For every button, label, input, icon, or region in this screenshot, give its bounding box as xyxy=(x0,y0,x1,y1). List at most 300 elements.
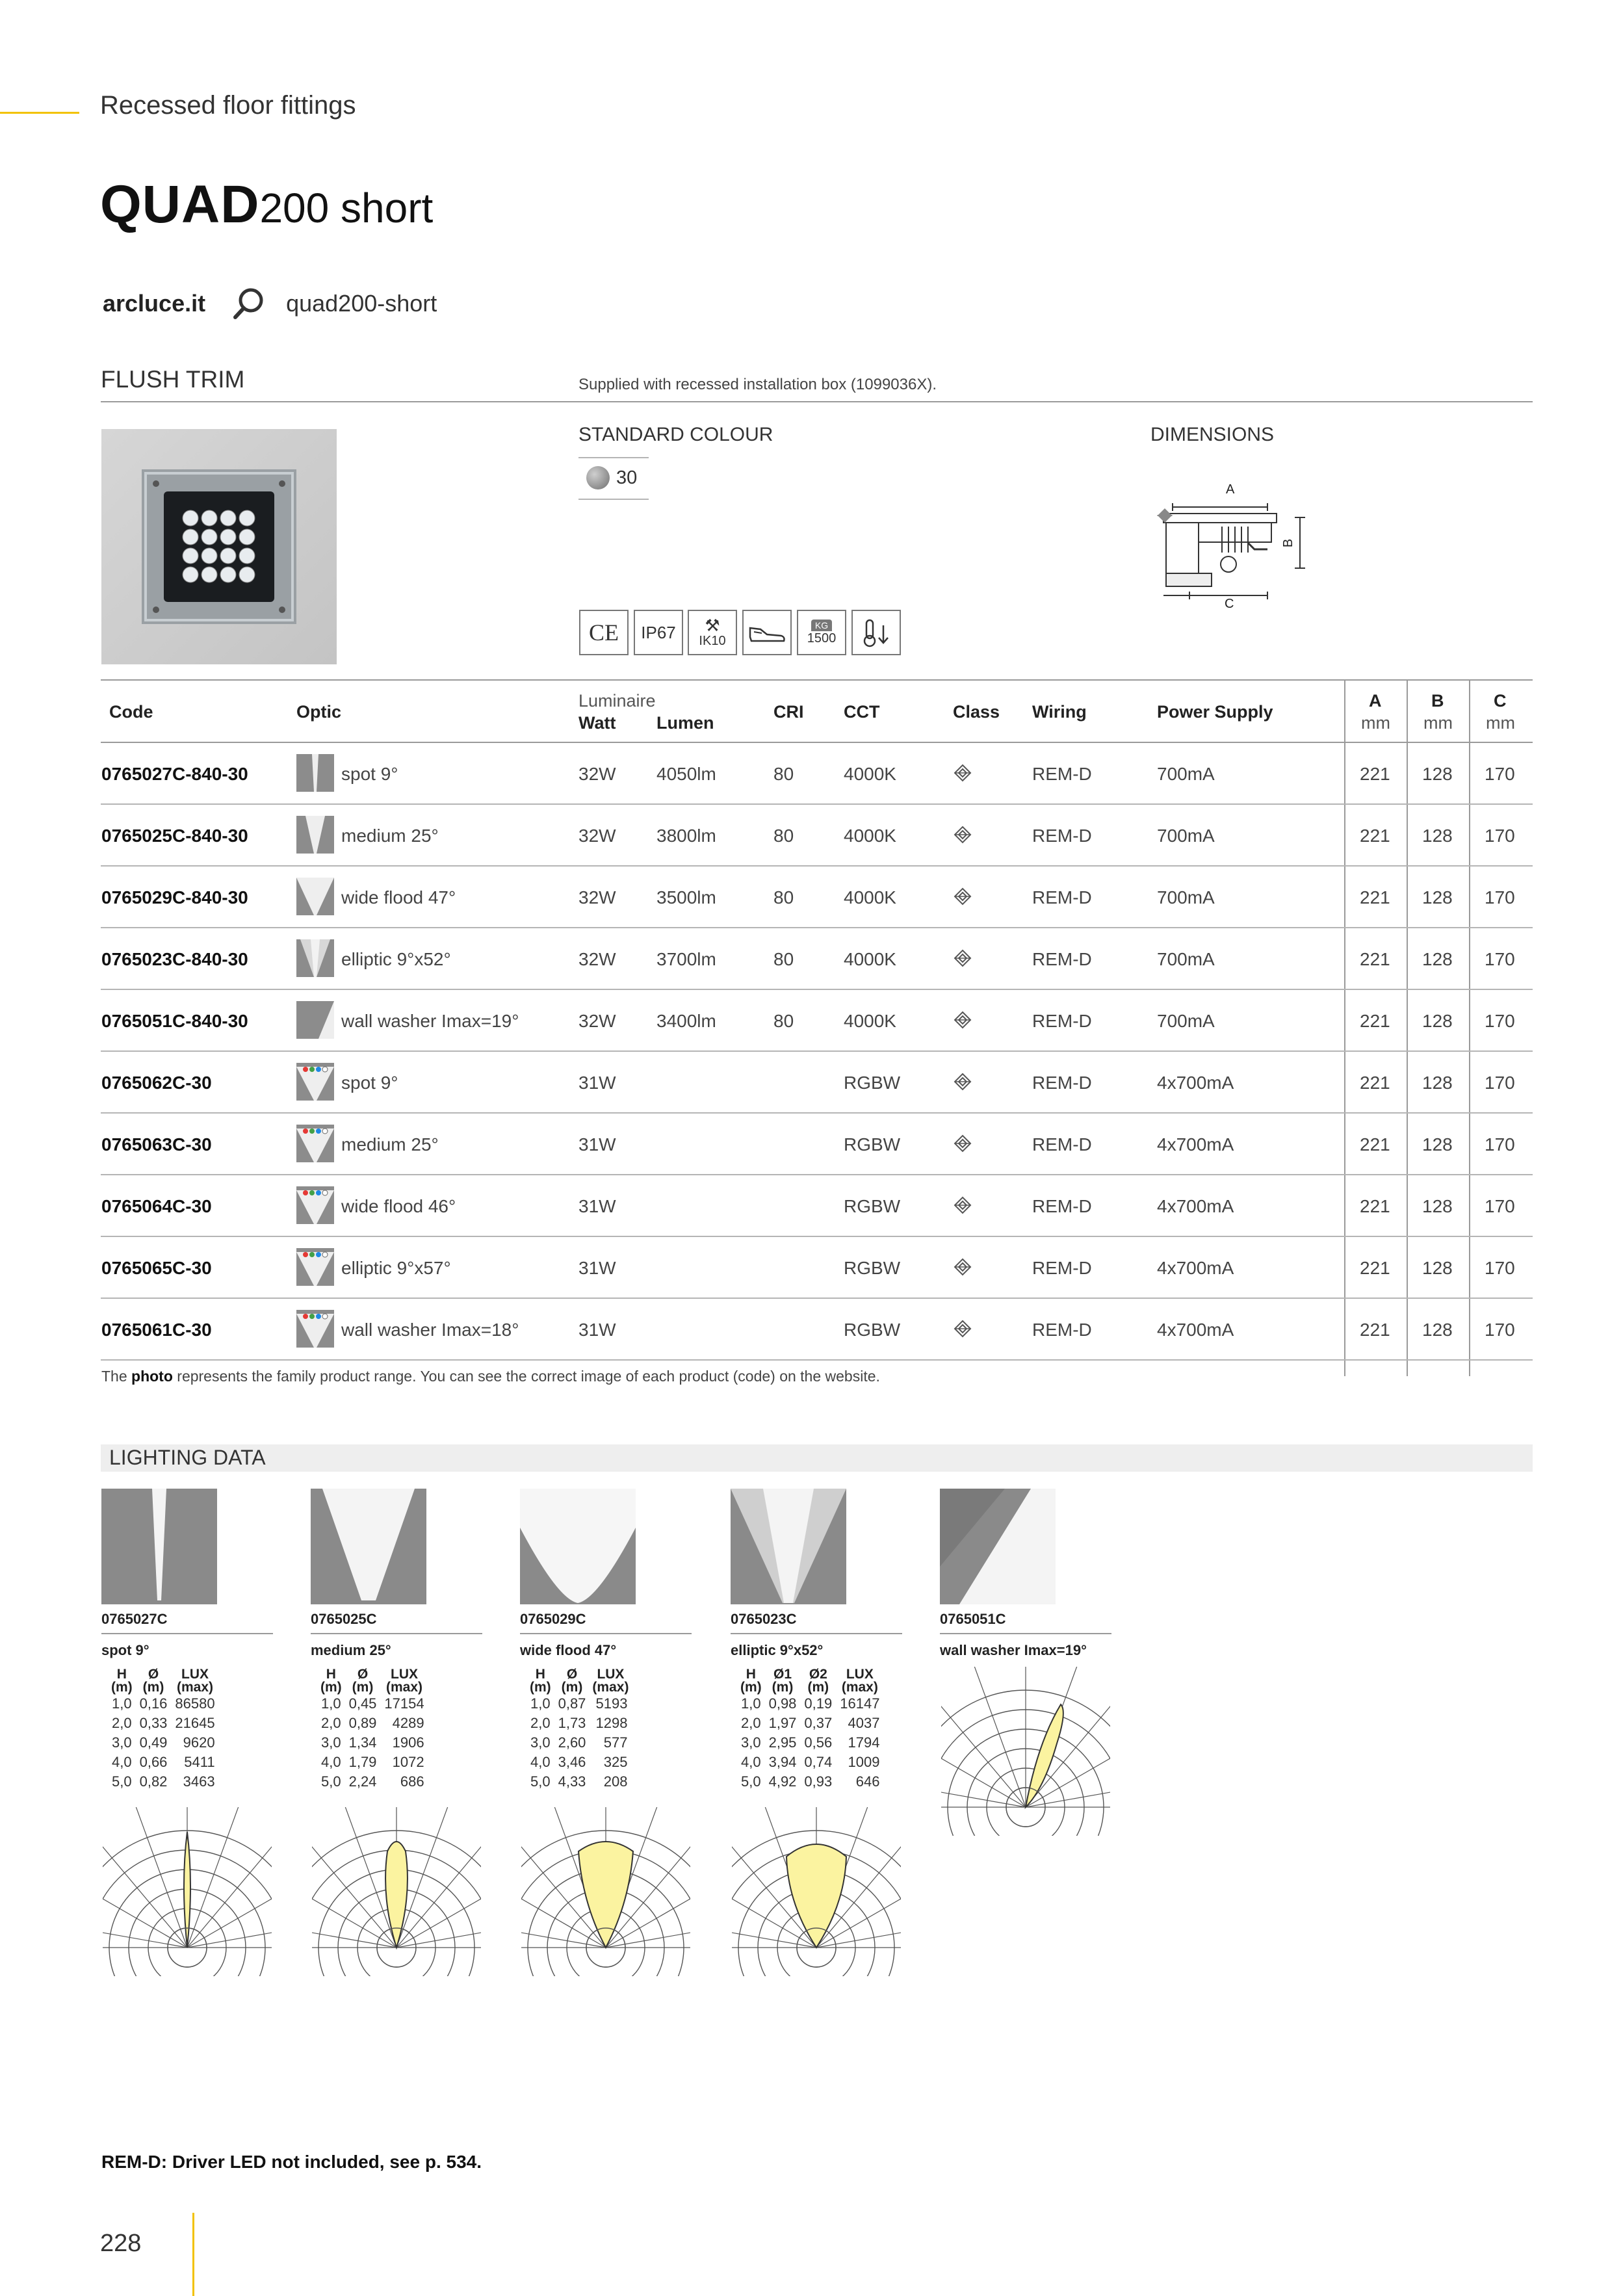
hammer-icon: ⚒ xyxy=(705,615,720,635)
th-a: A xyxy=(1369,691,1382,711)
optic-icon xyxy=(296,816,344,854)
th-c-unit: mm xyxy=(1486,713,1515,733)
lighting-row xyxy=(108,1772,219,1792)
lighting-col-header xyxy=(765,1668,801,1694)
header-line: H xyxy=(746,1667,756,1682)
beam-image xyxy=(101,1489,217,1604)
header-line: Ø2 xyxy=(809,1667,827,1682)
class-icon xyxy=(954,1073,972,1094)
code-cell: 0765027C-840-30 xyxy=(101,764,248,784)
code-cell: 0765023C-840-30 xyxy=(101,949,248,969)
header-unit: (m) xyxy=(772,1680,794,1695)
wiring-cell: REM-D xyxy=(1032,1134,1092,1155)
lighting-cell: 5,0 xyxy=(112,1773,132,1790)
b-cell: 128 xyxy=(1422,1011,1453,1031)
th-class: Class xyxy=(953,702,1000,722)
wiring-cell: REM-D xyxy=(1032,1258,1092,1278)
wiring-cell: REM-D xyxy=(1032,764,1092,784)
power-supply-cell: 700mA xyxy=(1157,764,1215,784)
lighting-cell: 0,45 xyxy=(348,1695,377,1712)
power-supply-cell: 4x700mA xyxy=(1157,1134,1234,1155)
lighting-cell: 21645 xyxy=(175,1715,215,1731)
class-icon xyxy=(954,764,972,785)
lighting-heading: LIGHTING DATA xyxy=(109,1446,266,1469)
a-cell: 221 xyxy=(1360,1011,1390,1031)
site-link[interactable]: arcluce.it xyxy=(103,290,206,317)
lighting-col-header xyxy=(554,1668,590,1694)
lighting-row xyxy=(108,1694,219,1714)
b-cell: 128 xyxy=(1422,826,1453,846)
a-cell: 221 xyxy=(1360,1196,1390,1216)
c-cell: 170 xyxy=(1485,1258,1515,1278)
search-term: quad200-short xyxy=(286,290,437,317)
lighting-cell: 4,92 xyxy=(768,1773,797,1790)
th-optic: Optic xyxy=(296,702,342,722)
c-cell: 170 xyxy=(1485,826,1515,846)
lighting-cell: 4,0 xyxy=(741,1754,761,1770)
divider xyxy=(520,1633,692,1634)
optic-icon xyxy=(296,878,344,915)
table-row[interactable] xyxy=(101,805,1533,867)
lighting-cell: 686 xyxy=(400,1773,424,1790)
watt-cell: 32W xyxy=(578,887,616,907)
lighting-optic-name: spot 9° xyxy=(101,1642,149,1658)
ik-value: IK10 xyxy=(699,633,726,648)
colour-swatch[interactable] xyxy=(586,466,610,489)
code-cell: 0765064C-30 xyxy=(101,1196,212,1216)
b-cell: 128 xyxy=(1422,949,1453,969)
lighting-cell: 0,87 xyxy=(558,1695,586,1712)
lighting-cell: 0,74 xyxy=(804,1754,833,1770)
lighting-cell: 5411 xyxy=(184,1754,215,1770)
lighting-cell: 4,0 xyxy=(321,1754,341,1770)
lighting-cell: 3,0 xyxy=(321,1734,341,1751)
header-line: H xyxy=(535,1667,545,1682)
lighting-row xyxy=(317,1733,428,1753)
th-a-unit: mm xyxy=(1361,713,1390,733)
lighting-cell: 2,0 xyxy=(741,1715,761,1731)
lighting-row xyxy=(737,1772,883,1792)
header-unit: (max) xyxy=(841,1680,878,1695)
th-lumen: Lumen xyxy=(656,713,714,733)
code-cell: 0765063C-30 xyxy=(101,1134,212,1155)
footnote: REM-D: Driver LED not included, see p. 534. xyxy=(101,2152,482,2172)
code-cell: 0765062C-30 xyxy=(101,1073,212,1093)
lumen-cell: 4050lm xyxy=(656,764,716,784)
lighting-cell: 325 xyxy=(603,1754,628,1770)
lighting-row xyxy=(526,1694,631,1714)
lighting-row xyxy=(317,1753,428,1772)
title-bold: QUAD xyxy=(100,175,260,234)
cri-cell: 80 xyxy=(773,1011,794,1031)
lighting-optic-name: wide flood 47° xyxy=(520,1642,617,1658)
header-line: LUX xyxy=(391,1667,419,1682)
th-cri: CRI xyxy=(773,702,804,722)
lighting-cell: 3,46 xyxy=(558,1754,586,1770)
th-c: C xyxy=(1494,691,1507,711)
lighting-cell: 0,49 xyxy=(139,1734,168,1751)
lighting-row xyxy=(317,1694,428,1714)
class-icon xyxy=(954,887,972,909)
lighting-cell: 0,82 xyxy=(139,1773,168,1790)
c-cell: 170 xyxy=(1485,1320,1515,1340)
lighting-table xyxy=(737,1668,883,1792)
cri-cell: 80 xyxy=(773,949,794,969)
lighting-cell: 3,0 xyxy=(741,1734,761,1751)
lighting-cell: 1,0 xyxy=(112,1695,132,1712)
a-cell: 221 xyxy=(1360,1134,1390,1155)
power-supply-cell: 4x700mA xyxy=(1157,1258,1234,1278)
watt-cell: 32W xyxy=(578,949,616,969)
polar-diagram xyxy=(940,1665,1111,1837)
optic-icon xyxy=(296,1248,344,1286)
c-cell: 170 xyxy=(1485,949,1515,969)
lighting-cell: 208 xyxy=(603,1773,628,1790)
lighting-row xyxy=(526,1753,631,1772)
weight-icon: KG xyxy=(811,620,832,631)
lighting-cell: 2,24 xyxy=(348,1773,377,1790)
lighting-col-header xyxy=(136,1668,172,1694)
dimension-drawing xyxy=(1150,481,1319,624)
header-unit: (m) xyxy=(352,1680,374,1695)
table-row[interactable] xyxy=(101,1114,1533,1175)
lighting-cell: 1,34 xyxy=(348,1734,377,1751)
page-title xyxy=(100,174,433,235)
power-supply-cell: 700mA xyxy=(1157,949,1215,969)
watt-cell: 31W xyxy=(578,1134,616,1155)
lighting-cell: 5193 xyxy=(595,1695,628,1712)
beam-image xyxy=(731,1489,846,1604)
optic-icon xyxy=(296,1310,344,1348)
colour-code: 30 xyxy=(616,467,638,488)
header-unit: (m) xyxy=(561,1680,583,1695)
wiring-cell: REM-D xyxy=(1032,1320,1092,1340)
cri-cell: 80 xyxy=(773,826,794,846)
table-row[interactable] xyxy=(101,867,1533,928)
lighting-row xyxy=(737,1714,883,1733)
ip-rating: IP67 xyxy=(634,610,683,655)
th-cct: CCT xyxy=(844,702,880,722)
optic-icon xyxy=(296,754,344,792)
watt-cell: 31W xyxy=(578,1320,616,1340)
lighting-cell: 0,89 xyxy=(348,1715,377,1731)
wiring-cell: REM-D xyxy=(1032,1011,1092,1031)
table-row[interactable] xyxy=(101,1299,1533,1361)
footer-accent-line xyxy=(192,2213,194,2296)
code-cell: 0765025C-840-30 xyxy=(101,826,248,846)
dim-b-label: B xyxy=(1281,538,1296,548)
search-icon xyxy=(231,286,266,321)
cct-cell: 4000K xyxy=(844,949,896,969)
optic-icon xyxy=(296,1001,344,1039)
lighting-cell: 3,0 xyxy=(530,1734,551,1751)
lighting-code: 0765025C xyxy=(311,1611,377,1627)
code-cell: 0765051C-840-30 xyxy=(101,1011,248,1031)
header-unit: (m) xyxy=(740,1680,762,1695)
supplied-note: Supplied with recessed installation box (1099036X). xyxy=(578,376,937,393)
lighting-col-header xyxy=(526,1668,554,1694)
cri-cell: 80 xyxy=(773,764,794,784)
optic-label: spot 9° xyxy=(341,1073,398,1093)
cri-cell: 80 xyxy=(773,887,794,907)
power-supply-cell: 4x700mA xyxy=(1157,1196,1234,1216)
wiring-cell: REM-D xyxy=(1032,949,1092,969)
th-b: B xyxy=(1431,691,1444,711)
lighting-row xyxy=(526,1714,631,1733)
b-cell: 128 xyxy=(1422,1196,1453,1216)
wiring-cell: REM-D xyxy=(1032,826,1092,846)
cct-cell: RGBW xyxy=(844,1196,901,1216)
c-cell: 170 xyxy=(1485,887,1515,907)
header-unit: (m) xyxy=(142,1680,164,1695)
header-line: Ø1 xyxy=(773,1667,792,1682)
optic-label: wall washer Imax=19° xyxy=(341,1011,519,1031)
page-number: 228 xyxy=(100,2230,142,2257)
watt-cell: 31W xyxy=(578,1258,616,1278)
header-accent-line xyxy=(0,112,79,114)
divider xyxy=(578,457,649,458)
lighting-cell: 2,0 xyxy=(112,1715,132,1731)
header-line: LUX xyxy=(181,1667,209,1682)
cct-cell: RGBW xyxy=(844,1073,901,1093)
header-line: Ø xyxy=(148,1667,159,1682)
divider xyxy=(578,499,649,500)
b-cell: 128 xyxy=(1422,1258,1453,1278)
lighting-cell: 16147 xyxy=(840,1695,880,1712)
lighting-cell: 2,0 xyxy=(321,1715,341,1731)
c-cell: 170 xyxy=(1485,764,1515,784)
photo-note: The photo represents the family product range. You can see the correct image of each product (code) on the website. xyxy=(101,1368,880,1385)
lighting-row xyxy=(108,1714,219,1733)
beam-image xyxy=(311,1489,426,1604)
class-icon xyxy=(954,1134,972,1156)
lighting-cell: 1794 xyxy=(848,1734,880,1751)
lighting-cell: 1,79 xyxy=(348,1754,377,1770)
b-cell: 128 xyxy=(1422,887,1453,907)
lighting-code: 0765023C xyxy=(731,1611,797,1627)
optic-label: medium 25° xyxy=(341,1134,439,1155)
lighting-table xyxy=(108,1668,219,1792)
lighting-cell: 1,0 xyxy=(530,1695,551,1712)
polar-diagram xyxy=(731,1806,902,1977)
lighting-col-header xyxy=(800,1668,836,1694)
optic-icon xyxy=(296,939,344,977)
shoe-icon xyxy=(742,610,792,655)
beam-image xyxy=(520,1489,636,1604)
lighting-col-header xyxy=(345,1668,381,1694)
b-cell: 128 xyxy=(1422,1134,1453,1155)
ik-rating xyxy=(688,610,737,655)
a-cell: 221 xyxy=(1360,1258,1390,1278)
cct-cell: RGBW xyxy=(844,1258,901,1278)
lighting-optic-name: wall washer Imax=19° xyxy=(940,1642,1087,1658)
site-row xyxy=(103,286,437,321)
power-supply-cell: 700mA xyxy=(1157,826,1215,846)
table-row[interactable] xyxy=(101,1175,1533,1237)
header-unit: (m) xyxy=(807,1680,829,1695)
lighting-row xyxy=(526,1772,631,1792)
th-power-supply: Power Supply xyxy=(1157,702,1273,722)
header-line: LUX xyxy=(597,1667,625,1682)
c-cell: 170 xyxy=(1485,1011,1515,1031)
lighting-cell: 4,33 xyxy=(558,1773,586,1790)
lighting-cell: 1,0 xyxy=(741,1695,761,1712)
class-icon xyxy=(954,1258,972,1279)
lighting-cell: 0,56 xyxy=(804,1734,833,1751)
th-wiring: Wiring xyxy=(1032,702,1087,722)
lighting-table xyxy=(317,1668,428,1792)
colour-swatch-row xyxy=(586,466,637,489)
lighting-row xyxy=(737,1733,883,1753)
watt-cell: 32W xyxy=(578,764,616,784)
class-icon xyxy=(954,1196,972,1218)
dimensions-label: DIMENSIONS xyxy=(1150,424,1275,445)
a-cell: 221 xyxy=(1360,1073,1390,1093)
power-supply-cell: 700mA xyxy=(1157,1011,1215,1031)
lighting-row xyxy=(526,1733,631,1753)
table-row[interactable] xyxy=(101,990,1533,1052)
c-cell: 170 xyxy=(1485,1073,1515,1093)
divider xyxy=(101,1633,273,1634)
header-unit: (m) xyxy=(320,1680,342,1695)
optic-label: wide flood 46° xyxy=(341,1196,456,1216)
lighting-cell: 1,0 xyxy=(321,1695,341,1712)
lighting-row xyxy=(108,1733,219,1753)
wiring-cell: REM-D xyxy=(1032,1196,1092,1216)
optic-label: wall washer Imax=18° xyxy=(341,1320,519,1340)
lighting-row xyxy=(737,1753,883,1772)
lighting-cell: 5,0 xyxy=(741,1773,761,1790)
power-supply-cell: 4x700mA xyxy=(1157,1073,1234,1093)
class-icon xyxy=(954,1011,972,1032)
cct-cell: 4000K xyxy=(844,764,896,784)
optic-label: elliptic 9°x52° xyxy=(341,949,451,969)
lumen-cell: 3500lm xyxy=(656,887,716,907)
th-code: Code xyxy=(109,702,153,722)
lighting-cell: 4,0 xyxy=(112,1754,132,1770)
watt-cell: 31W xyxy=(578,1196,616,1216)
header-line: Ø xyxy=(357,1667,369,1682)
lighting-cell: 4037 xyxy=(848,1715,880,1731)
lighting-cell: 3,0 xyxy=(112,1734,132,1751)
lighting-cell: 646 xyxy=(855,1773,880,1790)
ce-mark: CE xyxy=(579,610,629,655)
lighting-cell: 577 xyxy=(603,1734,628,1751)
lighting-code: 0765027C xyxy=(101,1611,168,1627)
lighting-cell: 17154 xyxy=(384,1695,424,1712)
table-row[interactable] xyxy=(101,928,1533,990)
lighting-cell: 3,94 xyxy=(768,1754,797,1770)
load-rating xyxy=(797,610,846,655)
lighting-code: 0765051C xyxy=(940,1611,1006,1627)
lighting-cell: 1298 xyxy=(595,1715,628,1731)
a-cell: 221 xyxy=(1360,764,1390,784)
b-cell: 128 xyxy=(1422,1073,1453,1093)
a-cell: 221 xyxy=(1360,949,1390,969)
lighting-cell: 2,60 xyxy=(558,1734,586,1751)
lighting-cell: 1072 xyxy=(392,1754,424,1770)
lighting-col-header xyxy=(836,1668,883,1694)
lighting-heading-bar xyxy=(101,1444,1533,1472)
header-line: LUX xyxy=(846,1667,874,1682)
optic-icon xyxy=(296,1186,344,1224)
lighting-cell: 9620 xyxy=(183,1734,215,1751)
code-cell: 0765029C-840-30 xyxy=(101,887,248,907)
table-row[interactable] xyxy=(101,1237,1533,1299)
lighting-cell: 1,73 xyxy=(558,1715,586,1731)
a-cell: 221 xyxy=(1360,1320,1390,1340)
c-cell: 170 xyxy=(1485,1196,1515,1216)
lighting-cell: 86580 xyxy=(175,1695,215,1712)
lighting-cell: 1,97 xyxy=(768,1715,797,1731)
lighting-row xyxy=(317,1714,428,1733)
optic-label: wide flood 47° xyxy=(341,887,456,907)
code-cell: 0765061C-30 xyxy=(101,1320,212,1340)
cct-cell: RGBW xyxy=(844,1320,901,1340)
lighting-col-header xyxy=(317,1668,345,1694)
wiring-cell: REM-D xyxy=(1032,887,1092,907)
optic-icon xyxy=(296,1125,344,1162)
divider xyxy=(940,1633,1111,1634)
lighting-cell: 1009 xyxy=(848,1754,880,1770)
header-unit: (m) xyxy=(529,1680,551,1695)
lighting-optic-name: elliptic 9°x52° xyxy=(731,1642,824,1658)
lighting-cell: 5,0 xyxy=(530,1773,551,1790)
class-icon xyxy=(954,949,972,971)
watt-cell: 31W xyxy=(578,1073,616,1093)
lighting-cell: 0,19 xyxy=(804,1695,833,1712)
lighting-cell: 4289 xyxy=(392,1715,424,1731)
lighting-cell: 4,0 xyxy=(530,1754,551,1770)
header-unit: (m) xyxy=(110,1680,133,1695)
lumen-cell: 3400lm xyxy=(656,1011,716,1031)
divider xyxy=(101,401,1533,402)
cct-cell: 4000K xyxy=(844,887,896,907)
power-supply-cell: 4x700mA xyxy=(1157,1320,1234,1340)
b-cell: 128 xyxy=(1422,1320,1453,1340)
c-cell: 170 xyxy=(1485,1134,1515,1155)
lighting-cell: 0,66 xyxy=(139,1754,168,1770)
th-b-unit: mm xyxy=(1423,713,1453,733)
lumen-cell: 3700lm xyxy=(656,949,716,969)
lighting-code: 0765029C xyxy=(520,1611,586,1627)
lighting-cell: 1906 xyxy=(392,1734,424,1751)
watt-cell: 32W xyxy=(578,1011,616,1031)
table-row[interactable] xyxy=(101,1052,1533,1114)
class-icon xyxy=(954,1320,972,1341)
load-value: 1500 xyxy=(807,631,837,646)
lighting-col-header xyxy=(171,1668,218,1694)
divider xyxy=(311,1633,482,1634)
lighting-cell: 3463 xyxy=(183,1773,215,1790)
flush-trim-heading: FLUSH TRIM xyxy=(101,366,245,393)
power-supply-cell: 700mA xyxy=(1157,887,1215,907)
table-row[interactable] xyxy=(101,743,1533,805)
lighting-optic-name: medium 25° xyxy=(311,1642,391,1658)
th-luminaire: Luminaire xyxy=(578,691,656,711)
lighting-cell: 2,0 xyxy=(530,1715,551,1731)
lighting-col-header xyxy=(108,1668,136,1694)
beam-image xyxy=(940,1489,1056,1604)
lighting-table xyxy=(526,1668,631,1792)
lighting-row xyxy=(737,1694,883,1714)
a-cell: 221 xyxy=(1360,826,1390,846)
cct-cell: 4000K xyxy=(844,826,896,846)
class-icon xyxy=(954,826,972,847)
polar-diagram xyxy=(520,1806,692,1977)
header-line: H xyxy=(116,1667,127,1682)
category-label: Recessed floor fittings xyxy=(100,91,356,120)
